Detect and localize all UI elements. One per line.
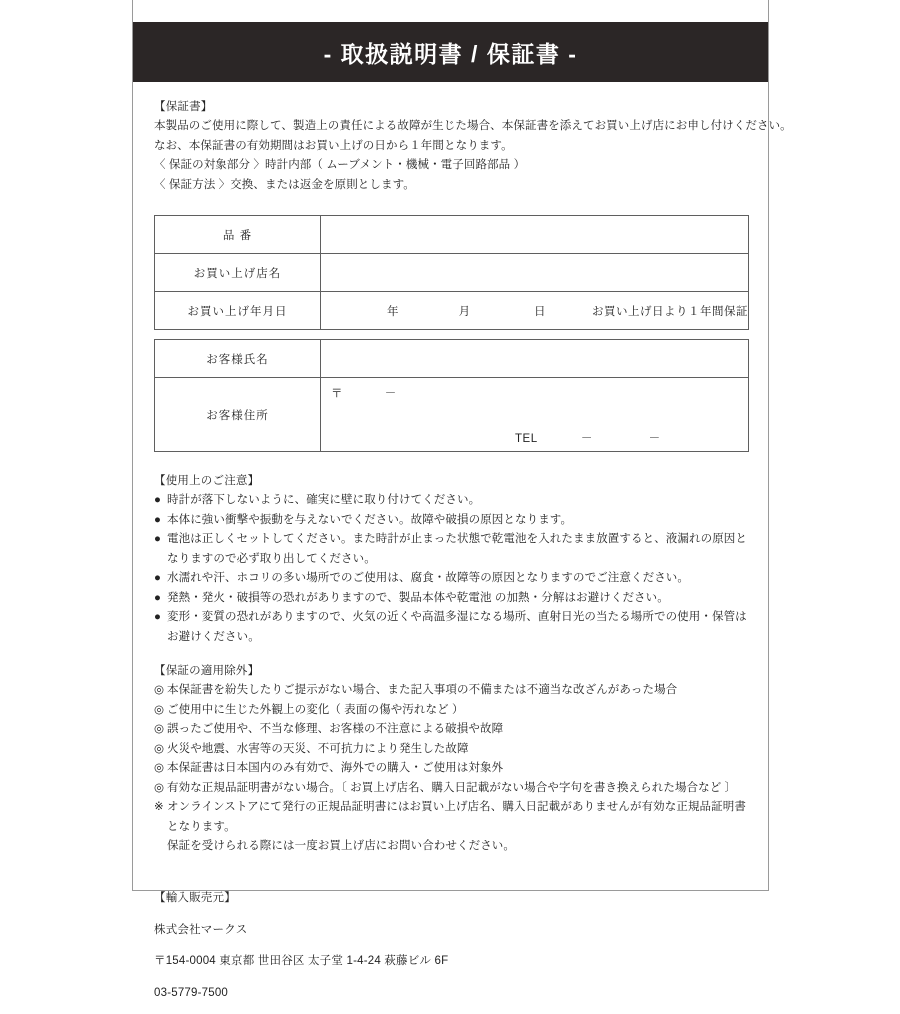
importer-address: 〒154-0004 東京都 世田谷区 太子堂 1-4-24 萩藤ビル 6F	[154, 955, 449, 967]
tel-dash-1: －	[580, 433, 593, 445]
exclusion-text: 有効な正規品証明書がない場合。〔 お買上げ店名、購入日記載がない場合や字句を書き換えられた場合など 〕	[167, 781, 737, 794]
double-circle-bullet-icon: ◎	[154, 684, 165, 696]
label-customer-address: お客様住所	[155, 378, 321, 452]
table-row-customer-name	[155, 340, 749, 378]
usage-notes-heading: 【使用上のご注意】	[154, 475, 260, 487]
date-year-marker: 年	[387, 305, 399, 318]
exclusion-footnote-text: オンラインストアにて発行の正規品証明書にはお買い上げ店名、購入日記載がありませんが有効な正規品証明書となります。	[167, 801, 746, 833]
exclusions-list	[146, 681, 755, 857]
tel-dash-2: －	[648, 433, 661, 445]
usage-notes-section	[146, 472, 755, 647]
filled-circle-bullet-icon: ●	[154, 591, 162, 604]
importer-company: 株式会社マークス	[154, 923, 248, 936]
exclusion-text: 誤ったご使用や、不当な修理、お客様の不注意による破損や故障	[167, 723, 504, 735]
list-item	[154, 759, 755, 779]
label-product-number: 品 番	[155, 216, 321, 254]
spacer	[146, 647, 755, 662]
table-row-customer-address	[155, 378, 749, 452]
list-item	[154, 608, 755, 647]
usage-note-text: 電池は正しくセットしてください。また時計が止まった状態で乾電池を入れたまま放置すると、液漏れの原因と	[167, 533, 747, 545]
usage-note-text-cont: お避けください。	[167, 630, 260, 643]
warranty-table-bottom	[154, 339, 749, 452]
warranty-intro-heading: 【保証書】	[154, 101, 213, 113]
exclusion-text: ご使用中に生じた外観上の変化（ 表面の傷や汚れなど ）	[167, 703, 464, 716]
warranty-table-top	[154, 215, 749, 330]
field-customer-address[interactable]	[321, 378, 749, 452]
exclusions-heading: 【保証の適用除外】	[154, 665, 260, 677]
usage-note-text: 発熱・発火・破損等の恐れがありますので、製品本体や乾電池 の加熱・分解はお避けください。	[167, 591, 669, 604]
usage-note-text: 本体に強い衝撃や振動を与えないでください。故障や破損の原因となります。	[167, 513, 573, 526]
filled-circle-bullet-icon: ●	[154, 611, 162, 623]
list-item	[154, 681, 755, 701]
double-circle-bullet-icon: ◎	[154, 762, 165, 774]
warranty-period-note: お買い上げ日より１年間保証	[592, 305, 748, 318]
label-purchase-date: お買い上げ年月日	[155, 292, 321, 330]
table-row-purchase-date	[155, 292, 749, 330]
filled-circle-bullet-icon: ●	[154, 572, 162, 584]
double-circle-bullet-icon: ◎	[154, 703, 165, 716]
table-row-product-number	[155, 216, 749, 254]
spacer	[146, 452, 755, 472]
list-item	[154, 720, 755, 740]
usage-notes-list	[146, 491, 755, 647]
usage-note-text: 時計が落下しないように、確実に壁に取り付けてください。	[167, 494, 481, 506]
warranty-intro-line-1: 本製品のご使用に際して、製造上の責任による故障が生じた場合、本保証書を添えてお買い上げ店にお申し付けください。	[154, 120, 792, 132]
table-separator	[146, 330, 755, 339]
page-title: - 取扱説明書 / 保証書 -	[323, 40, 578, 67]
filled-circle-bullet-icon: ●	[154, 494, 162, 506]
warranty-page	[132, 0, 792, 999]
table-row-store-name	[155, 254, 749, 292]
double-circle-bullet-icon: ◎	[154, 742, 165, 755]
date-month-marker: 月	[458, 305, 471, 318]
exclusion-text: 本保証書は日本国内のみ有効で、海外での購入・ご使用は対象外	[167, 762, 504, 774]
tel-label: TEL	[515, 433, 538, 445]
exclusion-text: 本保証書を紛失したりご提示がない場合、また記入事項の不備または不適当な改ざんがあった場合	[167, 684, 678, 696]
date-day-marker: 日	[533, 305, 546, 318]
list-item	[154, 530, 755, 569]
list-item	[154, 491, 755, 511]
importer-phone: 03-5779-7500	[154, 986, 229, 999]
field-purchase-date[interactable]	[321, 292, 749, 330]
field-product-number[interactable]	[321, 216, 749, 254]
warranty-intro-line-2: なお、本保証書の有効期間はお買い上げの日から１年間となります。	[154, 139, 513, 152]
postal-code-dash: －	[384, 388, 397, 400]
spacer	[146, 195, 755, 215]
document-title-bar	[133, 22, 768, 82]
field-store-name[interactable]	[321, 254, 749, 292]
exclusions-section	[146, 662, 755, 857]
usage-note-text: 変形・変質の恐れがありますので、火気の近くや高温多湿になる場所、直射日光の当たる場所での使用・保管は	[167, 611, 747, 623]
usage-note-text-cont: なりますので必ず取り出してください。	[167, 552, 376, 565]
field-customer-name[interactable]	[321, 340, 749, 378]
importer-section	[146, 888, 755, 1003]
page-body	[146, 82, 792, 1014]
list-item-footnote	[154, 798, 755, 857]
label-customer-name: お客様氏名	[155, 340, 321, 378]
list-item	[154, 779, 755, 799]
filled-circle-bullet-icon: ●	[154, 513, 162, 526]
postal-mark-icon: 〒	[331, 388, 343, 400]
list-item	[154, 589, 755, 609]
filled-circle-bullet-icon: ●	[154, 533, 162, 545]
list-item	[154, 740, 755, 760]
list-item	[154, 701, 755, 721]
importer-heading: 【輸入販売元】	[154, 892, 236, 904]
warranty-intro-line-3: 〈 保証の対象部分 〉時計内部（ ムーブメント・機械・電子回路部品 ）	[154, 159, 526, 171]
exclusion-text: 火災や地震、水害等の天災、不可抗力により発生した故障	[167, 742, 469, 755]
double-circle-bullet-icon: ◎	[154, 781, 165, 794]
double-circle-bullet-icon: ◎	[154, 723, 165, 735]
list-item	[154, 511, 755, 531]
label-store-name: お買い上げ店名	[155, 254, 321, 292]
warranty-intro-line-4: 〈 保証方法 〉交換、または返金を原則とします。	[154, 178, 415, 191]
usage-note-text: 水濡れや汗、ホコリの多い場所でのご使用は、腐食・故障等の原因となりますのでご注意ください。	[167, 572, 689, 584]
exclusion-footnote-text-cont: 保証を受けられる際には一度お買上げ店にお問い合わせください。	[167, 840, 515, 852]
spacer	[146, 857, 755, 877]
warranty-intro-section	[146, 98, 792, 195]
asterisk-mark-icon: ※	[154, 801, 164, 813]
list-item	[154, 569, 755, 589]
